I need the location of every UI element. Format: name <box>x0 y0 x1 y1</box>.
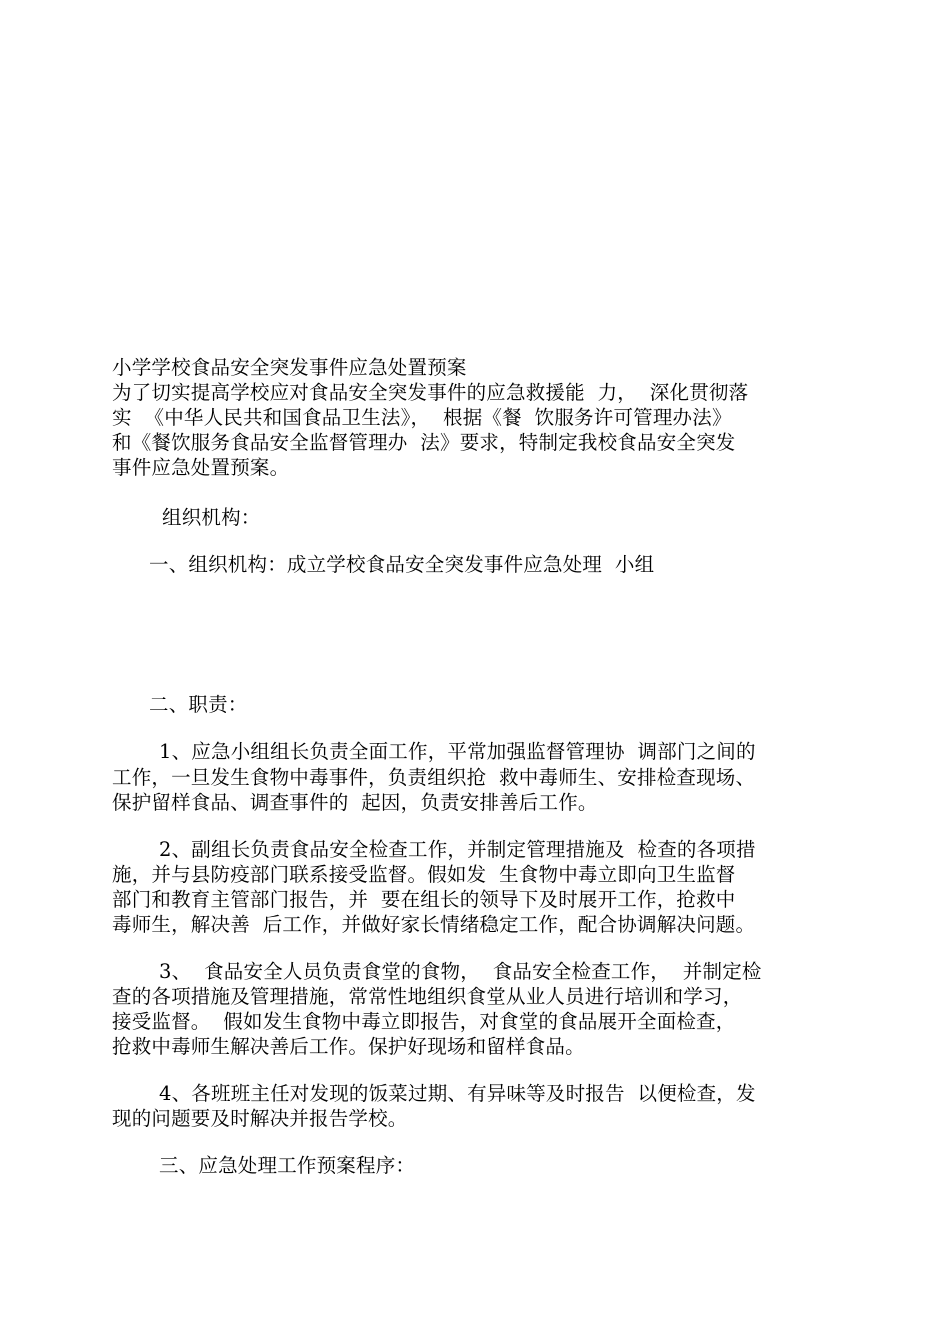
duty-1-line-2: 工作，一旦发生食物中毒事件，负责组织抢 救中毒师生、安排检查现场、 <box>112 766 756 789</box>
section-three-heading: 三、应急处理工作预案程序： <box>159 1154 416 1177</box>
section-one-heading: 一、组织机构：成立学校食品安全突发事件应急处理 小组 <box>149 553 655 576</box>
duty-1-line-3: 保护留样食品、调查事件的 起因，负责安排善后工作。 <box>112 791 598 814</box>
duty-1-line-1: 1、应急小组组长负责全面工作，平常加强监督管理协 调部门之间的 <box>159 740 756 763</box>
duty-4-line-1: 4、各班班主任对发现的饭菜过期、有异味等及时报告 以便检查，发 <box>159 1082 756 1105</box>
intro-line-3: 和《餐饮服务食品安全监督管理办 法》要求，特制定我校食品安全突发 <box>112 431 736 454</box>
duty-2-line-1: 2、副组长负责食品安全检查工作，并制定管理措施及 检查的各项措 <box>159 838 756 861</box>
intro-line-2: 实 《中华人民共和国食品卫生法》， 根据《餐 饮服务许可管理办法》 <box>112 406 732 429</box>
duty-3-line-2: 查的各项措施及管理措施，常常性地组织食堂从业人员进行培训和学习， <box>112 985 743 1008</box>
duty-3-line-1: 3、 食品安全人员负责食堂的食物， 食品安全检查工作， 并制定检 <box>159 960 762 983</box>
duty-3-line-3: 接受监督。 假如发生食物中毒立即报告，对食堂的食品展开全面检查， <box>112 1010 736 1033</box>
document-title: 小学学校食品安全突发事件应急处置预案 <box>112 356 467 379</box>
org-heading: 组织机构： <box>162 506 261 529</box>
intro-line-4: 事件应急处置预案。 <box>112 456 290 479</box>
duty-3-line-4: 抢救中毒师生解决善后工作。保护好现场和留样食品。 <box>112 1035 585 1058</box>
duty-2-line-3: 部门和教育主管部门报告，并 要在组长的领导下及时展开工作，抢救中 <box>112 888 736 911</box>
intro-line-1: 为了切实提高学校应对食品安全突发事件的应急救援能 力， 深化贯彻落 <box>112 381 749 404</box>
section-two-heading: 二、职责： <box>149 693 248 716</box>
duty-2-line-4: 毒师生，解决善 后工作，并做好家长情绪稳定工作，配合协调解决问题。 <box>112 913 756 936</box>
duty-4-line-2: 现的问题要及时解决并报告学校。 <box>112 1107 408 1130</box>
duty-2-line-2: 施，并与县防疫部门联系接受监督。假如发 生食物中毒立即向卫生监督 <box>112 863 736 886</box>
